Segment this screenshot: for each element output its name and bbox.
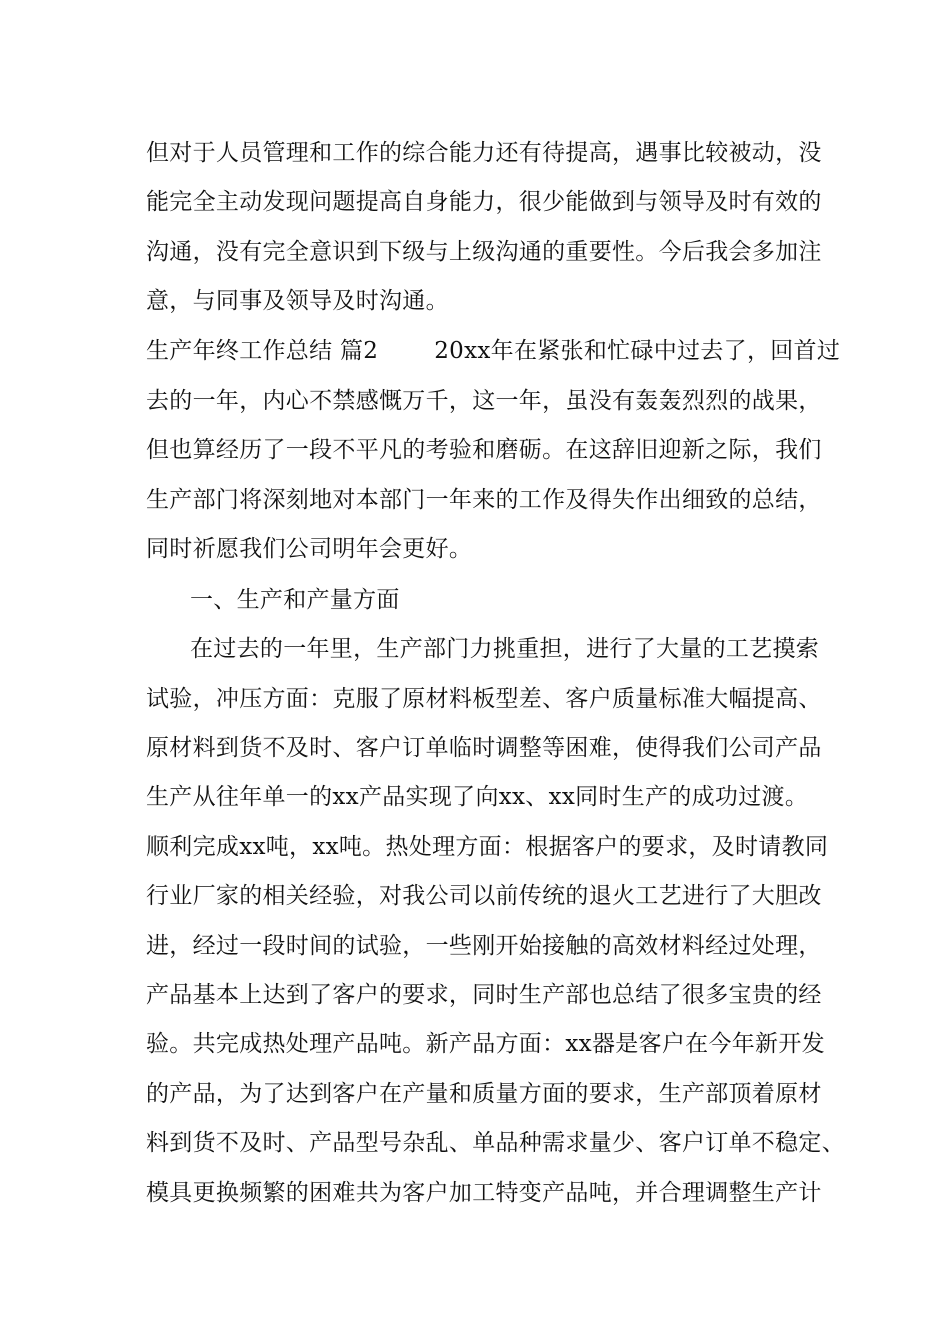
text-line: 试验，冲压方面：克服了原材料板型差、客户质量标准大幅提高、 [146,686,822,712]
text-line: 料到货不及时、产品型号杂乱、单品种需求量少、客户订单不稳定、 [146,1130,845,1156]
text-line: 生产从往年单一的xx产品实现了向xx、xx同时生产的成功过渡。 [146,784,809,810]
text-line: 意，与同事及领导及时沟通。 [146,288,449,314]
text-line: 20xx年在紧张和忙碌中过去了，回首过 [434,338,841,364]
text-line: 但也算经历了一段不平凡的考验和磨砺。在这辞旧迎新之际，我们 [146,437,822,463]
text-line: 产品基本上达到了客户的要求，同时生产部也总结了很多宝贵的经 [146,982,822,1008]
text-line: 但对于人员管理和工作的综合能力还有待提高，遇事比较被动，没 [146,140,822,166]
text-line: 沟通，没有完全意识到下级与上级沟通的重要性。今后我会多加注 [146,239,822,265]
text-line: 在过去的一年里，生产部门力挑重担，进行了大量的工艺摸索 [190,636,820,662]
subheading: 一、生产和产量方面 [190,587,400,613]
text-line: 行业厂家的相关经验，对我公司以前传统的退火工艺进行了大胆改 [146,883,822,909]
text-line: 生产部门将深刻地对本部门一年来的工作及得失作出细致的总结， [146,487,822,513]
text-line: 去的一年，内心不禁感慨万千，这一年，虽没有轰轰烈烈的战果， [146,388,822,414]
text-line: 模具更换频繁的困难共为客户加工特变产品吨，并合理调整生产计 [146,1180,822,1206]
text-line: 顺利完成xx吨，xx吨。热处理方面：根据客户的要求，及时请教同 [146,834,829,860]
section-title-line [146,336,840,366]
text-line: 原材料到货不及时、客户订单临时调整等困难，使得我们公司产品 [146,735,822,761]
section-title: 生产年终工作总结 篇2 [146,338,379,364]
text-line: 验。共完成热处理产品吨。新产品方面：xx器是客户在今年新开发 [146,1031,825,1057]
text-line: 能完全主动发现问题提高自身能力，很少能做到与领导及时有效的 [146,189,822,215]
text-line: 同时祈愿我们公司明年会更好。 [146,536,473,562]
text-line: 进，经过一段时间的试验，一些刚开始接触的高效材料经过处理， [146,933,822,959]
text-line: 的产品，为了达到客户在产量和质量方面的要求，生产部顶着原材 [146,1081,822,1107]
